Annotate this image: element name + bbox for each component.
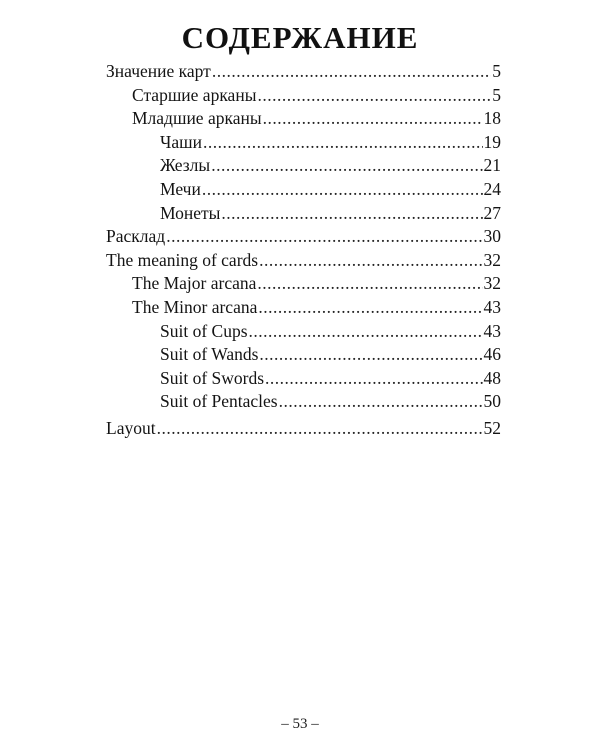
dot-leader [259,343,482,367]
toc-entry-page: 21 [483,155,501,176]
toc-entry-label: Layout [106,417,156,438]
toc-entry-label: Чаши [160,131,202,152]
toc-entry-page: 27 [483,202,501,223]
toc-entry-page: 32 [483,249,501,270]
dot-leader [258,296,482,320]
toc-entry-page: 48 [483,367,501,388]
dot-leader [166,225,482,249]
toc-entry-page: 46 [483,344,501,365]
toc-entry[interactable] [106,178,501,202]
toc-entry-page: 32 [483,273,501,294]
toc-entry-label: Suit of Wands [160,344,259,365]
toc-entry-label: Монеты [160,202,221,223]
toc-entry[interactable] [106,272,501,296]
toc-entry-page: 30 [483,226,501,247]
table-of-contents [106,60,501,441]
toc-entry[interactable] [106,225,501,249]
toc-entry-label: Suit of Pentacles [160,391,278,412]
dot-leader [257,84,491,108]
dot-leader [249,320,483,344]
toc-entry-label: Suit of Cups [160,320,248,341]
dot-leader [212,60,491,84]
page-title: СОДЕРЖАНИЕ [181,20,419,55]
toc-entry[interactable] [106,417,501,441]
dot-leader [203,131,483,155]
toc-entry-label: Мечи [160,178,201,199]
toc-entry[interactable] [106,390,501,414]
toc-entry-page: 19 [483,131,501,152]
toc-entry[interactable] [106,249,501,273]
toc-entry-page: 52 [483,417,501,438]
page-number: – 53 – [281,716,319,732]
dot-leader [221,202,482,226]
toc-entry[interactable] [106,131,501,155]
toc-entry-label: Значение карт [106,61,211,81]
dot-leader [265,367,482,391]
dot-leader [259,249,482,273]
dot-leader [211,154,482,178]
toc-entry-page: 5 [492,61,501,81]
toc-entry-label: Жезлы [160,155,211,176]
toc-entry-page: 5 [492,84,501,105]
toc-entry-label: Расклад [106,226,166,247]
toc-entry-page: 43 [483,296,501,317]
toc-entry-page: 18 [483,108,501,129]
toc-entry-label: Старшие арканы [132,84,257,105]
toc-entry-page: 50 [483,391,501,412]
toc-entry-page: 43 [483,320,501,341]
dot-leader [263,107,483,131]
toc-entry[interactable] [106,202,501,226]
toc-entry[interactable] [106,320,501,344]
dot-leader [157,417,483,441]
toc-entry[interactable] [106,154,501,178]
toc-entry[interactable] [106,84,501,108]
toc-entry[interactable] [106,343,501,367]
dot-leader [257,272,482,296]
toc-entry[interactable] [106,107,501,131]
toc-entry[interactable] [106,60,501,84]
toc-entry-label: Младшие арканы [132,108,262,129]
toc-entry-label: The Minor arcana [132,296,258,317]
toc-entry-label: The meaning of cards [106,249,259,270]
dot-leader [202,178,483,202]
toc-entry-page: 24 [483,178,501,199]
toc-entry[interactable] [106,367,501,391]
toc-entry[interactable] [106,296,501,320]
toc-entry-label: The Major arcana [132,273,257,294]
toc-entry-label: Suit of Swords [160,367,265,388]
dot-leader [279,390,483,414]
